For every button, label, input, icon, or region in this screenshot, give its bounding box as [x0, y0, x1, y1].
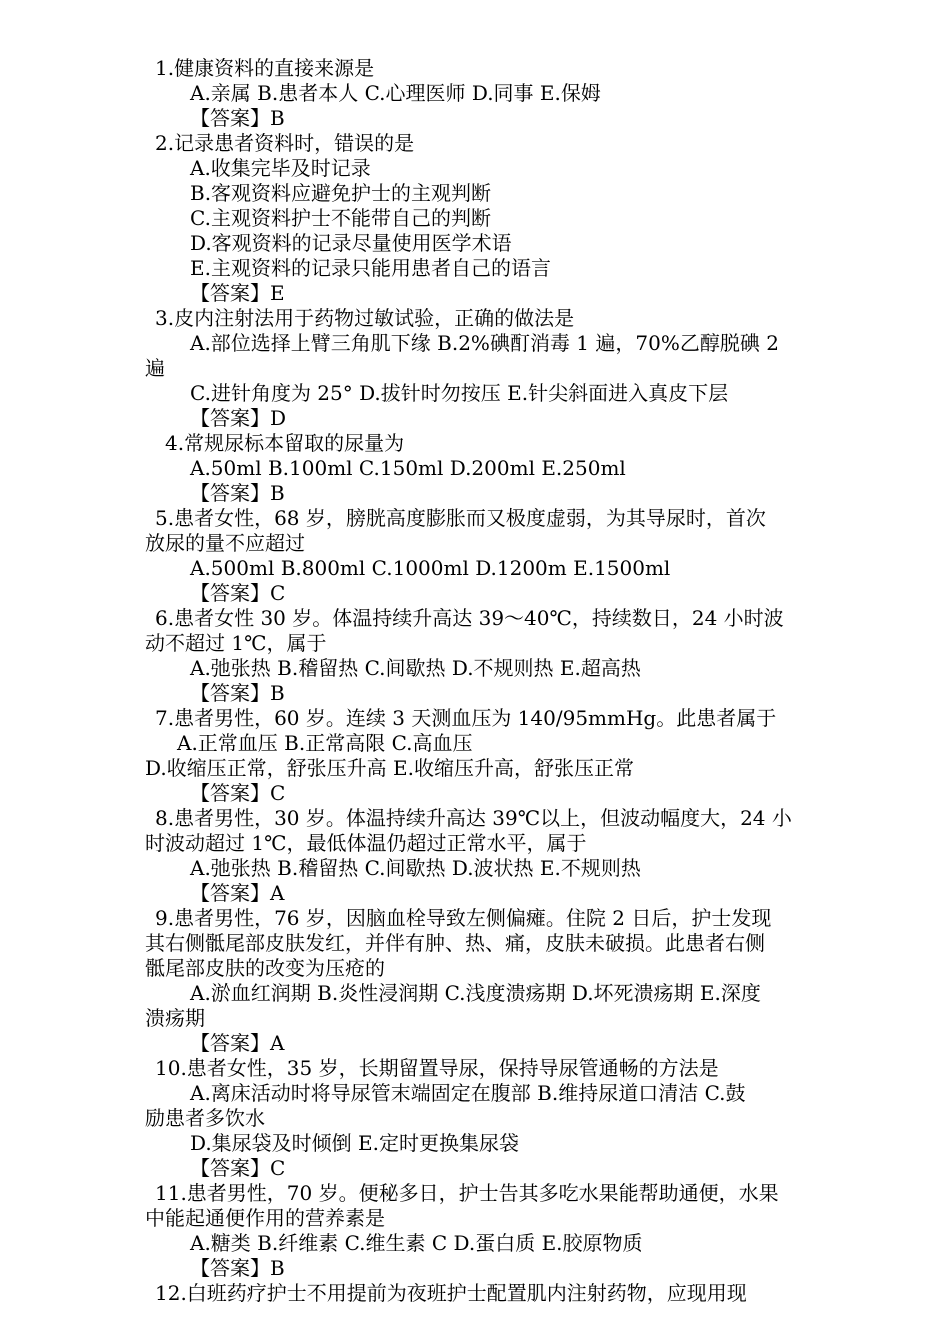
options-9-cont: 溃疡期 — [145, 1006, 205, 1030]
question-1: 1.健康资料的直接来源是 — [155, 56, 375, 80]
question-6-cont: 动不超过 1℃，属于 — [145, 631, 327, 655]
options-3: A.部位选择上臂三角肌下缘 B.2%碘酊消毒 1 遍，70%乙醇脱碘 2 — [190, 331, 779, 355]
question-11: 11.患者男性，70 岁。便秘多日，护士告其多吃水果能帮助通便，水果 — [155, 1181, 779, 1205]
question-11-cont: 中能起通便作用的营养素是 — [145, 1206, 385, 1230]
options-7b: D.收缩压正常，舒张压升高 E.收缩压升高，舒张压正常 — [145, 756, 634, 780]
answer-5: 【答案】C — [190, 581, 286, 605]
option-2b: B.客观资料应避免护士的主观判断 — [190, 181, 492, 205]
option-2d: D.客观资料的记录尽量使用医学术语 — [190, 231, 512, 255]
answer-6: 【答案】B — [190, 681, 285, 705]
question-8-cont: 时波动超过 1℃，最低体温仍超过正常水平，属于 — [145, 831, 587, 855]
question-5: 5.患者女性，68 岁，膀胱高度膨胀而又极度虚弱，为其导尿时，首次 — [155, 506, 766, 530]
question-7: 7.患者男性，60 岁。连续 3 天测血压为 140/95mmHg。此患者属于 — [155, 706, 777, 730]
answer-11: 【答案】B — [190, 1256, 285, 1280]
options-10-cont: 励患者多饮水 — [145, 1106, 265, 1130]
question-10: 10.患者女性，35 岁，长期留置导尿，保持导尿管通畅的方法是 — [155, 1056, 719, 1080]
options-8: A.弛张热 B.稽留热 C.间歇热 D.波状热 E.不规则热 — [190, 856, 641, 880]
question-4: 4.常规尿标本留取的尿量为 — [165, 431, 405, 455]
answer-8: 【答案】A — [190, 881, 285, 905]
options-10: A.离床活动时将导尿管末端固定在腹部 B.维持尿道口清洁 C.鼓 — [190, 1081, 746, 1105]
answer-7: 【答案】C — [190, 781, 286, 805]
question-5-cont: 放尿的量不应超过 — [145, 531, 305, 555]
options-1: A.亲属 B.患者本人 C.心理医师 D.同事 E.保姆 — [190, 81, 601, 105]
question-2: 2.记录患者资料时，错误的是 — [155, 131, 415, 155]
option-2c: C.主观资料护士不能带自己的判断 — [190, 206, 491, 230]
options-9: A.淤血红润期 B.炎性浸润期 C.浅度溃疡期 D.坏死溃疡期 E.深度 — [190, 981, 761, 1005]
answer-2: 【答案】E — [190, 281, 285, 305]
answer-3: 【答案】D — [190, 406, 287, 430]
question-9-cont1: 其右侧骶尾部皮肤发红，并伴有肿、热、痛，皮肤未破损。此患者右侧 — [145, 931, 765, 955]
question-12: 12.白班药疗护士不用提前为夜班护士配置肌内注射药物，应现用现 — [155, 1281, 747, 1305]
answer-10: 【答案】C — [190, 1156, 286, 1180]
options-4: A.50ml B.100ml C.150ml D.200ml E.250ml — [190, 456, 626, 480]
answer-4: 【答案】B — [190, 481, 285, 505]
answer-9: 【答案】A — [190, 1031, 285, 1055]
question-9-cont2: 骶尾部皮肤的改变为压疮的 — [145, 956, 385, 980]
options-7a: A.正常血压 B.正常高限 C.高血压 — [177, 731, 473, 755]
options-5: A.500ml B.800ml C.1000ml D.1200m E.1500ml — [190, 556, 671, 580]
options-10b: D.集尿袋及时倾倒 E.定时更换集尿袋 — [190, 1131, 519, 1155]
option-2a: A.收集完毕及时记录 — [190, 156, 371, 180]
answer-1: 【答案】B — [190, 106, 285, 130]
options-3b: C.进针角度为 25° D.拔针时勿按压 E.针尖斜面进入真皮下层 — [190, 381, 729, 405]
question-8: 8.患者男性，30 岁。体温持续升高达 39℃以上，但波动幅度大，24 小 — [155, 806, 792, 830]
options-6: A.弛张热 B.稽留热 C.间歇热 D.不规则热 E.超高热 — [190, 656, 641, 680]
options-3-cont: 遍 — [145, 356, 165, 380]
option-2e: E.主观资料的记录只能用患者自己的语言 — [190, 256, 551, 280]
question-9: 9.患者男性，76 岁，因脑血栓导致左侧偏瘫。住院 2 日后，护士发现 — [155, 906, 772, 930]
options-11: A.糖类 B.纤维素 C.维生素 C D.蛋白质 E.胶原物质 — [190, 1231, 643, 1255]
question-3: 3.皮内注射法用于药物过敏试验，正确的做法是 — [155, 306, 575, 330]
question-6: 6.患者女性 30 岁。体温持续升高达 39～40℃，持续数日，24 小时波 — [155, 606, 784, 630]
